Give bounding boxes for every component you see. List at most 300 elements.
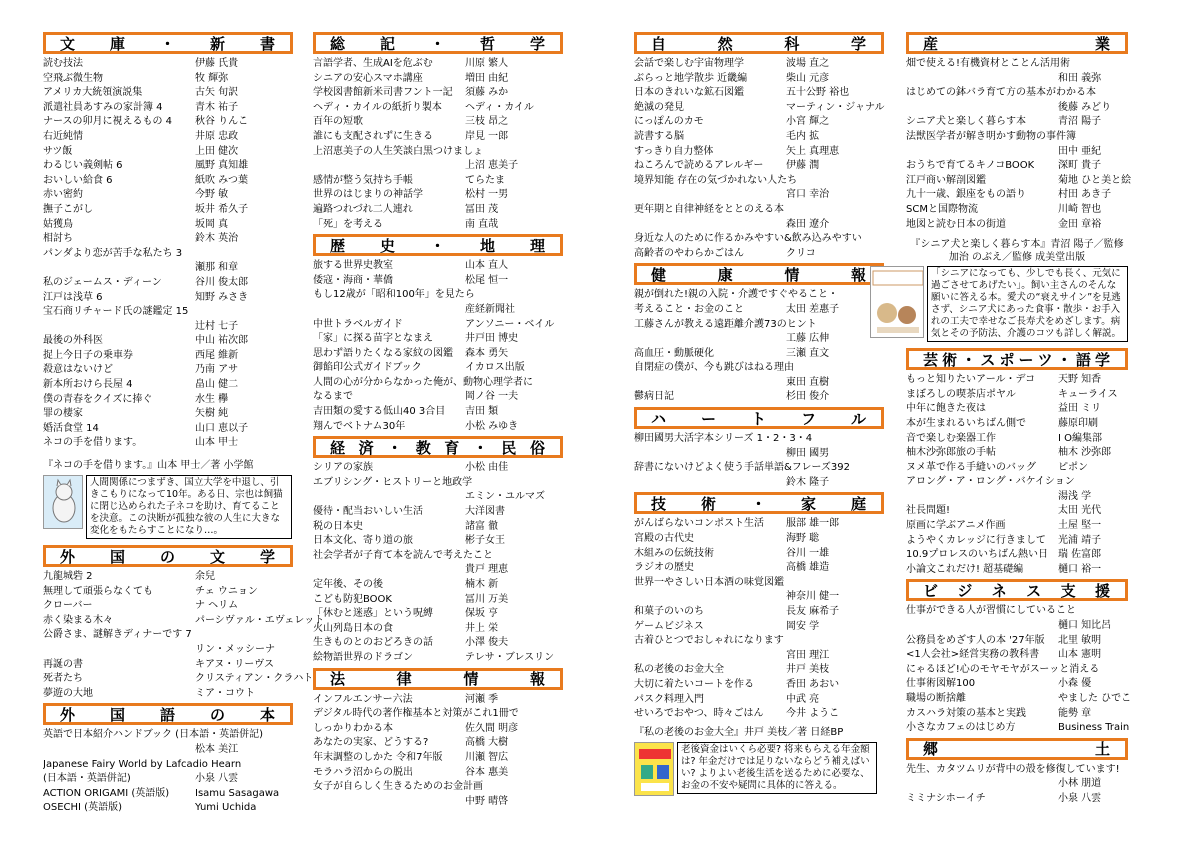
section-title-char: 家 bbox=[800, 494, 817, 513]
feature-block bbox=[870, 266, 1128, 342]
book-entry bbox=[906, 145, 1128, 160]
book-entry bbox=[313, 461, 563, 476]
book-author: 天野 知香 bbox=[1058, 374, 1102, 386]
book-entry bbox=[313, 563, 563, 578]
book-entry bbox=[43, 787, 293, 802]
book-entry bbox=[43, 658, 293, 673]
book-entry bbox=[634, 693, 884, 708]
book-author: 鈴木 隆子 bbox=[786, 476, 830, 488]
section-title-char: 文 bbox=[209, 547, 226, 566]
book-author: 上沼 恵美子 bbox=[465, 160, 519, 172]
section-title-char: ス bbox=[980, 350, 997, 369]
book-author: 村田 あき子 bbox=[1058, 189, 1112, 201]
book-entry bbox=[313, 203, 563, 218]
book-author: キアヌ・リーヴス bbox=[195, 658, 274, 670]
book-title: 10.9プロレスのいちばん熱い日 bbox=[906, 549, 1048, 561]
book-title: 婚活食堂 14 bbox=[43, 422, 99, 434]
book-author: 風野 真知雄 bbox=[195, 160, 249, 172]
book-author: 太田 差惠子 bbox=[786, 303, 840, 315]
book-author: 五十公野 裕也 bbox=[786, 87, 850, 99]
book-author: 谷川 一雄 bbox=[786, 547, 830, 559]
book-author: 森本 勇矢 bbox=[465, 347, 509, 359]
book-title: 捉上今日子の乗車券 bbox=[43, 349, 133, 361]
section-header-health-info bbox=[634, 263, 884, 285]
book-entry bbox=[906, 777, 1128, 792]
book-title: 公爵さま、謎解きディナーです 7 bbox=[43, 629, 192, 641]
section-title-char: 記 bbox=[379, 34, 396, 53]
book-entry bbox=[634, 218, 884, 233]
book-author: 畠山 健二 bbox=[195, 379, 239, 391]
book-entry bbox=[634, 663, 884, 678]
book-entry bbox=[634, 390, 884, 405]
book-entry bbox=[313, 636, 563, 651]
book-title: 高齢者のやわらかごはん bbox=[634, 247, 744, 259]
book-author: アンソニー・ベイル bbox=[465, 318, 555, 330]
book-entry bbox=[43, 115, 293, 130]
book-author: 産経新聞社 bbox=[465, 303, 515, 315]
book-title: はじめての鉢バラ育て方の基本がわかる本 bbox=[906, 87, 1096, 99]
book-title: 上沼恵美子の人生笑談白黒つけましょ bbox=[313, 145, 483, 157]
feature-description: 「シニアになっても、少しでも長く、元気に過ごさせてあげたい」。飼い主さんのそんな願いに答える本。愛犬の“衰えサイン”を見逃さず、シニア犬にあった食事・散歩・お手入れの工夫で幸せなご長寿犬をめざします。病気とその予防法、介護のコツも詳しく解説。 bbox=[927, 266, 1128, 342]
book-author: 小泉 八雲 bbox=[1058, 792, 1102, 804]
book-title: 殺意はないけど bbox=[43, 364, 113, 376]
book-author: 西尾 維新 bbox=[195, 349, 239, 361]
book-author: 柴山 元彦 bbox=[786, 72, 830, 84]
section-title-char: 科 bbox=[784, 34, 801, 53]
book-entry bbox=[906, 446, 1128, 461]
book-author: 小森 優 bbox=[1058, 678, 1092, 690]
book-title: 公務員をめざす人の本 '27年版 bbox=[906, 634, 1045, 646]
book-author: 河瀬 季 bbox=[465, 693, 499, 705]
book-entry bbox=[43, 188, 293, 203]
book-entry bbox=[313, 188, 563, 203]
book-entry bbox=[906, 461, 1128, 476]
book-author: 瀬那 和章 bbox=[195, 262, 239, 274]
book-title: 宮殿の古代史 bbox=[634, 533, 694, 545]
book-entry bbox=[906, 604, 1128, 619]
book-entry bbox=[313, 707, 563, 722]
book-title: まぼろしの喫茶店ポヤル bbox=[906, 388, 1016, 400]
section-title-char: 文 bbox=[60, 34, 77, 53]
book-title: 「休むと迷惑」という呪縛 bbox=[313, 608, 433, 620]
section-title-char: 庭 bbox=[850, 494, 867, 513]
section-title-char: ツ bbox=[1037, 350, 1054, 369]
book-entry bbox=[43, 232, 293, 247]
book-author: 松尾 恒一 bbox=[465, 274, 509, 286]
book-author: 青沼 陽子 bbox=[1058, 116, 1102, 128]
book-entry bbox=[43, 276, 293, 291]
section-title-char: 報 bbox=[850, 265, 867, 284]
book-title: 日本のきれいな鉱石図鑑 bbox=[634, 87, 744, 99]
book-title: 先生、カタツムリが背中の殻を修復しています! bbox=[906, 763, 1120, 775]
book-entry bbox=[634, 247, 884, 262]
book-entry bbox=[906, 763, 1128, 778]
section-title-char: 術 bbox=[700, 494, 717, 513]
section-title-char: ・ bbox=[159, 34, 176, 53]
section-title-char: 法 bbox=[330, 670, 347, 689]
feature-block bbox=[634, 742, 884, 796]
section-title-char: の bbox=[209, 705, 226, 724]
book-author: 井原 忠政 bbox=[195, 130, 239, 142]
book-entry bbox=[313, 751, 563, 766]
section-header-business-support bbox=[906, 579, 1128, 601]
book-entry bbox=[906, 402, 1128, 417]
book-title: 仕事ができる人が習慣にしていること bbox=[906, 605, 1076, 617]
book-author: 保坂 亨 bbox=[465, 608, 499, 620]
section-list-business-support bbox=[906, 604, 1132, 735]
section-list-foreign-language bbox=[43, 728, 293, 816]
book-entry bbox=[906, 203, 1128, 218]
section-title-char: 語 bbox=[1075, 350, 1092, 369]
book-title: もっと知りたいアール・デコ bbox=[906, 374, 1036, 386]
book-title: モラハラ沼からの脱出 bbox=[313, 766, 413, 778]
book-author: ピポン bbox=[1058, 461, 1088, 473]
book-author: 伊藤 潤 bbox=[786, 160, 820, 172]
section-list-law-info bbox=[313, 693, 563, 810]
book-entry bbox=[313, 578, 563, 593]
book-title: 九十一歳、銀座をもの語り bbox=[906, 189, 1026, 201]
section-header-foreign-language bbox=[43, 703, 293, 725]
section-title-char: 芸 bbox=[923, 350, 940, 369]
book-entry bbox=[634, 476, 884, 491]
book-title: 「死」を考える bbox=[313, 218, 383, 230]
book-author: クリスティアン・クラハト bbox=[195, 673, 314, 685]
section-title-char: 学 bbox=[259, 547, 276, 566]
book-entry bbox=[313, 780, 563, 795]
book-title: 無理して頑張らなくても bbox=[43, 585, 153, 597]
book-title: シニアの安心スマホ講座 bbox=[313, 72, 423, 84]
book-author: パーシヴァル・エヴェレット bbox=[195, 614, 325, 626]
book-author: 能勢 章 bbox=[1058, 707, 1092, 719]
book-author: 中山 祐次郎 bbox=[195, 335, 249, 347]
book-title: 死者たち bbox=[43, 673, 83, 685]
book-title: 感情が整う気持ち手帳 bbox=[313, 174, 413, 186]
book-entry bbox=[43, 305, 293, 320]
book-title: 新本所おけら長屋 4 bbox=[43, 379, 133, 391]
book-entry bbox=[43, 349, 293, 364]
book-title: 親が倒れた!親の入院・介護ですぐやること・ bbox=[634, 289, 839, 301]
section-title-char: 俗 bbox=[529, 438, 546, 457]
book-title: 夢遊の大地 bbox=[43, 687, 93, 699]
book-author: テレサ・ブレスリン bbox=[465, 651, 555, 663]
book-entry bbox=[43, 159, 293, 174]
book-title: 音で楽しむ楽器工作 bbox=[906, 432, 996, 444]
feature-description: 人間関係につまずき、国立大学を中退し、引きこもりになって10年。ある日、宗也は飼猫に閉じ込められた子ネコを助け、育てることを決意。この決断が孤独な彼の人生に大きな変化をもたらすことになり…。 bbox=[86, 475, 292, 539]
book-title: 御餡印公式ガイドブック bbox=[313, 362, 422, 374]
section-title-char: ポ bbox=[999, 350, 1016, 369]
book-title: 柚木沙弥郎旅の手帖 bbox=[906, 447, 996, 459]
book-title: 古着ひとつでおしゃれになります bbox=[634, 635, 784, 647]
book-entry bbox=[43, 363, 293, 378]
section-title-char: ・ bbox=[750, 494, 767, 513]
section-title-char: 外 bbox=[60, 547, 77, 566]
book-entry bbox=[906, 86, 1128, 101]
book-author: 岡ノ谷 一夫 bbox=[465, 391, 519, 403]
book-entry bbox=[313, 130, 563, 145]
book-author: 田中 亜紀 bbox=[1058, 145, 1102, 157]
book-title: 人間の心が分からなかった俺が、動物心理学者に bbox=[313, 376, 533, 388]
book-author: 湯浅 学 bbox=[1058, 490, 1092, 502]
book-author: 太田 光代 bbox=[1058, 505, 1102, 517]
book-author: 金田 章裕 bbox=[1058, 218, 1102, 230]
book-entry bbox=[313, 86, 563, 101]
book-entry bbox=[906, 563, 1128, 578]
section-header-law-info bbox=[313, 668, 563, 690]
book-entry bbox=[43, 203, 293, 218]
book-entry bbox=[43, 57, 293, 72]
book-entry bbox=[634, 174, 884, 189]
book-author: 服部 雄一郎 bbox=[786, 518, 840, 530]
book-title: 「家」に探る苗字となまえ bbox=[313, 333, 433, 345]
book-author: 乃南 アサ bbox=[195, 364, 239, 376]
book-title: 定年後、その後 bbox=[313, 579, 383, 590]
book-title: ナースの卯月に視えるもの 4 bbox=[43, 116, 173, 128]
book-entry bbox=[43, 743, 293, 758]
book-title: 自閉症の僕が、今も跳びはねる理由 bbox=[634, 362, 794, 374]
book-title: サツ飯 bbox=[43, 145, 73, 157]
book-entry bbox=[43, 320, 293, 335]
book-title: 小論文これだけ! 超基礎編 bbox=[906, 563, 1024, 575]
book-entry bbox=[634, 707, 884, 722]
column-1 bbox=[43, 30, 325, 816]
book-author: リン・メッシーナ bbox=[195, 644, 275, 655]
section-title-char: ・ bbox=[961, 350, 978, 369]
book-author: 冨田 茂 bbox=[465, 203, 499, 215]
book-title: 最後の外科医 bbox=[43, 335, 103, 347]
book-author: 森田 遼介 bbox=[786, 218, 830, 230]
book-entry bbox=[906, 677, 1128, 692]
book-author: 山本 憲明 bbox=[1058, 649, 1102, 661]
book-title: 考えること・お金のこと bbox=[634, 303, 744, 315]
book-title: 赤く染まる木々 bbox=[43, 614, 113, 626]
section-title-char: 総 bbox=[330, 34, 347, 53]
book-entry bbox=[43, 728, 293, 743]
section-title-char: ・ bbox=[429, 34, 446, 53]
book-title: ねころんで読めるアレルギー bbox=[634, 160, 764, 172]
book-title: 読む技法 bbox=[43, 58, 83, 69]
book-author: 波場 直之 bbox=[786, 58, 830, 69]
book-cover-image bbox=[634, 742, 674, 796]
book-entry bbox=[43, 687, 293, 702]
book-entry bbox=[634, 532, 884, 547]
book-entry bbox=[313, 115, 563, 130]
book-entry bbox=[906, 648, 1128, 663]
book-author: 貴戸 理恵 bbox=[465, 564, 509, 576]
book-title: 生きものとのおどろきの話 bbox=[313, 637, 433, 649]
book-entry bbox=[906, 432, 1128, 447]
book-title: しっかりわかる本 bbox=[313, 722, 393, 734]
book-entry bbox=[43, 585, 293, 600]
section-title-char: ・ bbox=[472, 438, 489, 457]
book-title: シニア犬と楽しく暮らす本 bbox=[906, 116, 1026, 128]
book-title: SCMと国際物流 bbox=[906, 203, 978, 215]
book-author: 楠木 新 bbox=[465, 579, 499, 590]
book-entry bbox=[906, 548, 1128, 563]
book-title: 派遣社員あすみの家計簿 4 bbox=[43, 101, 163, 113]
book-title: 江戸は浅草 6 bbox=[43, 291, 103, 303]
book-author: 瑞 佐富郎 bbox=[1058, 549, 1102, 561]
book-entry bbox=[906, 534, 1128, 549]
book-author: ヘディ・カイル bbox=[465, 101, 534, 113]
book-author: 冨川 万美 bbox=[465, 593, 509, 605]
book-title: にっぽんのカモ bbox=[634, 116, 704, 128]
book-entry bbox=[313, 420, 563, 435]
section-title-char: 理 bbox=[529, 236, 546, 255]
section-title-char: ル bbox=[850, 409, 867, 428]
book-author: 谷本 惠美 bbox=[465, 766, 509, 778]
book-author: 坂井 希久子 bbox=[195, 203, 249, 215]
book-author: Yumi Uchida bbox=[195, 802, 257, 814]
book-title: 翔んでベトナム30年 bbox=[313, 420, 406, 432]
book-author: 毛内 拡 bbox=[786, 130, 820, 142]
book-entry bbox=[634, 145, 884, 160]
book-entry bbox=[313, 361, 563, 376]
column-4 bbox=[906, 30, 1132, 807]
book-entry bbox=[634, 86, 884, 101]
book-author: 川崎 智也 bbox=[1058, 203, 1102, 215]
section-list-arts-sports-language bbox=[906, 373, 1128, 577]
book-author: 樋口 裕一 bbox=[1058, 563, 1102, 575]
book-title: 大切に着たいコートを作る bbox=[634, 678, 754, 690]
section-header-industry bbox=[906, 32, 1128, 54]
book-title: あなたの実家、どうする? bbox=[313, 737, 429, 749]
book-title: インフルエンサー六法 bbox=[313, 693, 413, 705]
book-entry bbox=[43, 672, 314, 687]
book-author: 高橋 大樹 bbox=[465, 737, 509, 749]
book-title: 日本文化、寄り道の旅 bbox=[313, 535, 413, 547]
book-entry bbox=[313, 549, 563, 564]
book-title: 鬱病日記 bbox=[634, 391, 674, 403]
book-entry bbox=[906, 634, 1128, 649]
book-entry bbox=[634, 188, 884, 203]
feature-caption-1: 『シニア犬と楽しく暮らす本』青沼 陽子／監修 bbox=[910, 239, 1124, 251]
book-author: I O編集部 bbox=[1058, 432, 1102, 444]
book-entry bbox=[313, 607, 563, 622]
book-title: クローバー bbox=[43, 600, 93, 612]
book-title: 旅する世界史教室 bbox=[313, 260, 393, 272]
book-author: 後藤 みどり bbox=[1058, 101, 1112, 113]
book-title: こども防犯BOOK bbox=[313, 593, 392, 605]
book-entry bbox=[906, 663, 1128, 678]
book-title: おいしい給食 6 bbox=[43, 174, 113, 186]
book-entry bbox=[313, 520, 563, 535]
section-header-general-philosophy bbox=[313, 32, 563, 54]
book-title: ヌメ革で作る手縫いのバッグ bbox=[906, 461, 1036, 473]
book-entry bbox=[43, 407, 293, 422]
book-author: 小松 みゆき bbox=[465, 420, 519, 432]
book-author: Business Train bbox=[1058, 722, 1130, 734]
section-header-tech-home bbox=[634, 492, 884, 514]
book-entry bbox=[906, 619, 1128, 634]
book-entry bbox=[634, 72, 884, 87]
section-list-heartful bbox=[634, 432, 884, 490]
book-author: 古矢 旬訳 bbox=[195, 87, 239, 99]
section-title-char: 律 bbox=[396, 670, 413, 689]
book-entry bbox=[313, 174, 563, 189]
book-author: 青木 祐子 bbox=[195, 101, 239, 113]
section-title-char: ー bbox=[1018, 350, 1035, 369]
section-title-char: 地 bbox=[479, 236, 496, 255]
book-author: 杉田 俊介 bbox=[786, 391, 830, 403]
book-entry bbox=[906, 519, 1128, 534]
book-title: ACTION ORIGAMI (英語版) bbox=[43, 787, 170, 799]
book-entry bbox=[43, 422, 293, 437]
book-author: 松本 美江 bbox=[195, 743, 239, 755]
book-entry bbox=[634, 447, 884, 462]
book-title: 高血圧・動脈硬化 bbox=[634, 347, 714, 359]
book-cover-image bbox=[870, 266, 924, 338]
book-entry bbox=[906, 417, 1128, 432]
book-author: 小松 由佳 bbox=[465, 462, 509, 474]
book-title: <1人会社>経営実務の教科書 bbox=[906, 649, 1040, 661]
book-author: 北里 敏明 bbox=[1058, 634, 1102, 646]
book-entry bbox=[43, 72, 293, 87]
book-author: 鈴木 英治 bbox=[195, 233, 239, 245]
book-title: 優待・配当おいしい生活 bbox=[313, 506, 423, 518]
book-author: 樋口 知比呂 bbox=[1058, 620, 1112, 632]
section-title-char: 哲 bbox=[479, 34, 496, 53]
book-entry bbox=[313, 722, 563, 737]
book-entry bbox=[634, 376, 884, 391]
section-title-char: 術 bbox=[942, 350, 959, 369]
book-title: OSECHI (英語版) bbox=[43, 802, 122, 814]
book-title: 社長問題! bbox=[906, 505, 951, 517]
book-title: エブリシング・ヒストリーと地政学 bbox=[313, 476, 473, 488]
book-entry bbox=[313, 622, 563, 637]
book-entry bbox=[634, 115, 884, 130]
book-entry bbox=[43, 101, 293, 116]
book-author: 坂岡 真 bbox=[195, 218, 229, 230]
book-title: おうちで育てるキノコBOOK bbox=[906, 160, 1035, 172]
book-entry bbox=[313, 288, 563, 303]
section-title-char: ビ bbox=[923, 581, 940, 600]
book-entry bbox=[43, 614, 325, 629]
section-title-char: 教 bbox=[415, 438, 432, 457]
book-cover-image bbox=[43, 475, 83, 529]
section-list-bunko bbox=[43, 57, 293, 451]
book-title: 本が生まれるいちばん側で bbox=[906, 417, 1026, 429]
section-title-char: 外 bbox=[60, 705, 77, 724]
book-title: デジタル時代の著作権基本と対策がこれ1冊で bbox=[313, 708, 519, 720]
section-title-char: 歴 bbox=[330, 236, 347, 255]
book-entry bbox=[313, 795, 563, 810]
book-title: 更年期と自律神経をととのえる本 bbox=[634, 203, 784, 215]
section-list-general-philosophy bbox=[313, 57, 563, 232]
book-title: 空飛ぶ微生物 bbox=[43, 72, 103, 84]
book-author: 井上 栄 bbox=[465, 622, 499, 634]
book-title: わるじい義剣帖 6 bbox=[43, 160, 123, 172]
book-author: 伊藤 氏貴 bbox=[195, 58, 239, 69]
book-entry bbox=[634, 232, 884, 247]
book-title: 撫子こがし bbox=[43, 203, 93, 215]
section-title-char: 済 bbox=[358, 438, 375, 457]
section-title-char: 国 bbox=[109, 547, 126, 566]
section-title-char: 支 bbox=[1060, 581, 1077, 600]
book-entry bbox=[43, 291, 293, 306]
section-header-economy-education bbox=[313, 436, 563, 458]
book-title: 吉田類の愛する低山40 3合目 bbox=[313, 406, 446, 418]
book-entry bbox=[43, 393, 293, 408]
book-entry bbox=[43, 772, 293, 787]
book-title: アメリカ大統領演説集 bbox=[43, 87, 143, 99]
book-entry bbox=[906, 388, 1128, 403]
book-entry bbox=[43, 130, 293, 145]
book-entry bbox=[906, 72, 1128, 87]
book-title: 税の日本史 bbox=[313, 520, 363, 532]
book-title: 地図と読む日本の街道 bbox=[906, 218, 1006, 230]
book-entry bbox=[313, 534, 563, 549]
section-title-char: ジ bbox=[957, 581, 974, 600]
